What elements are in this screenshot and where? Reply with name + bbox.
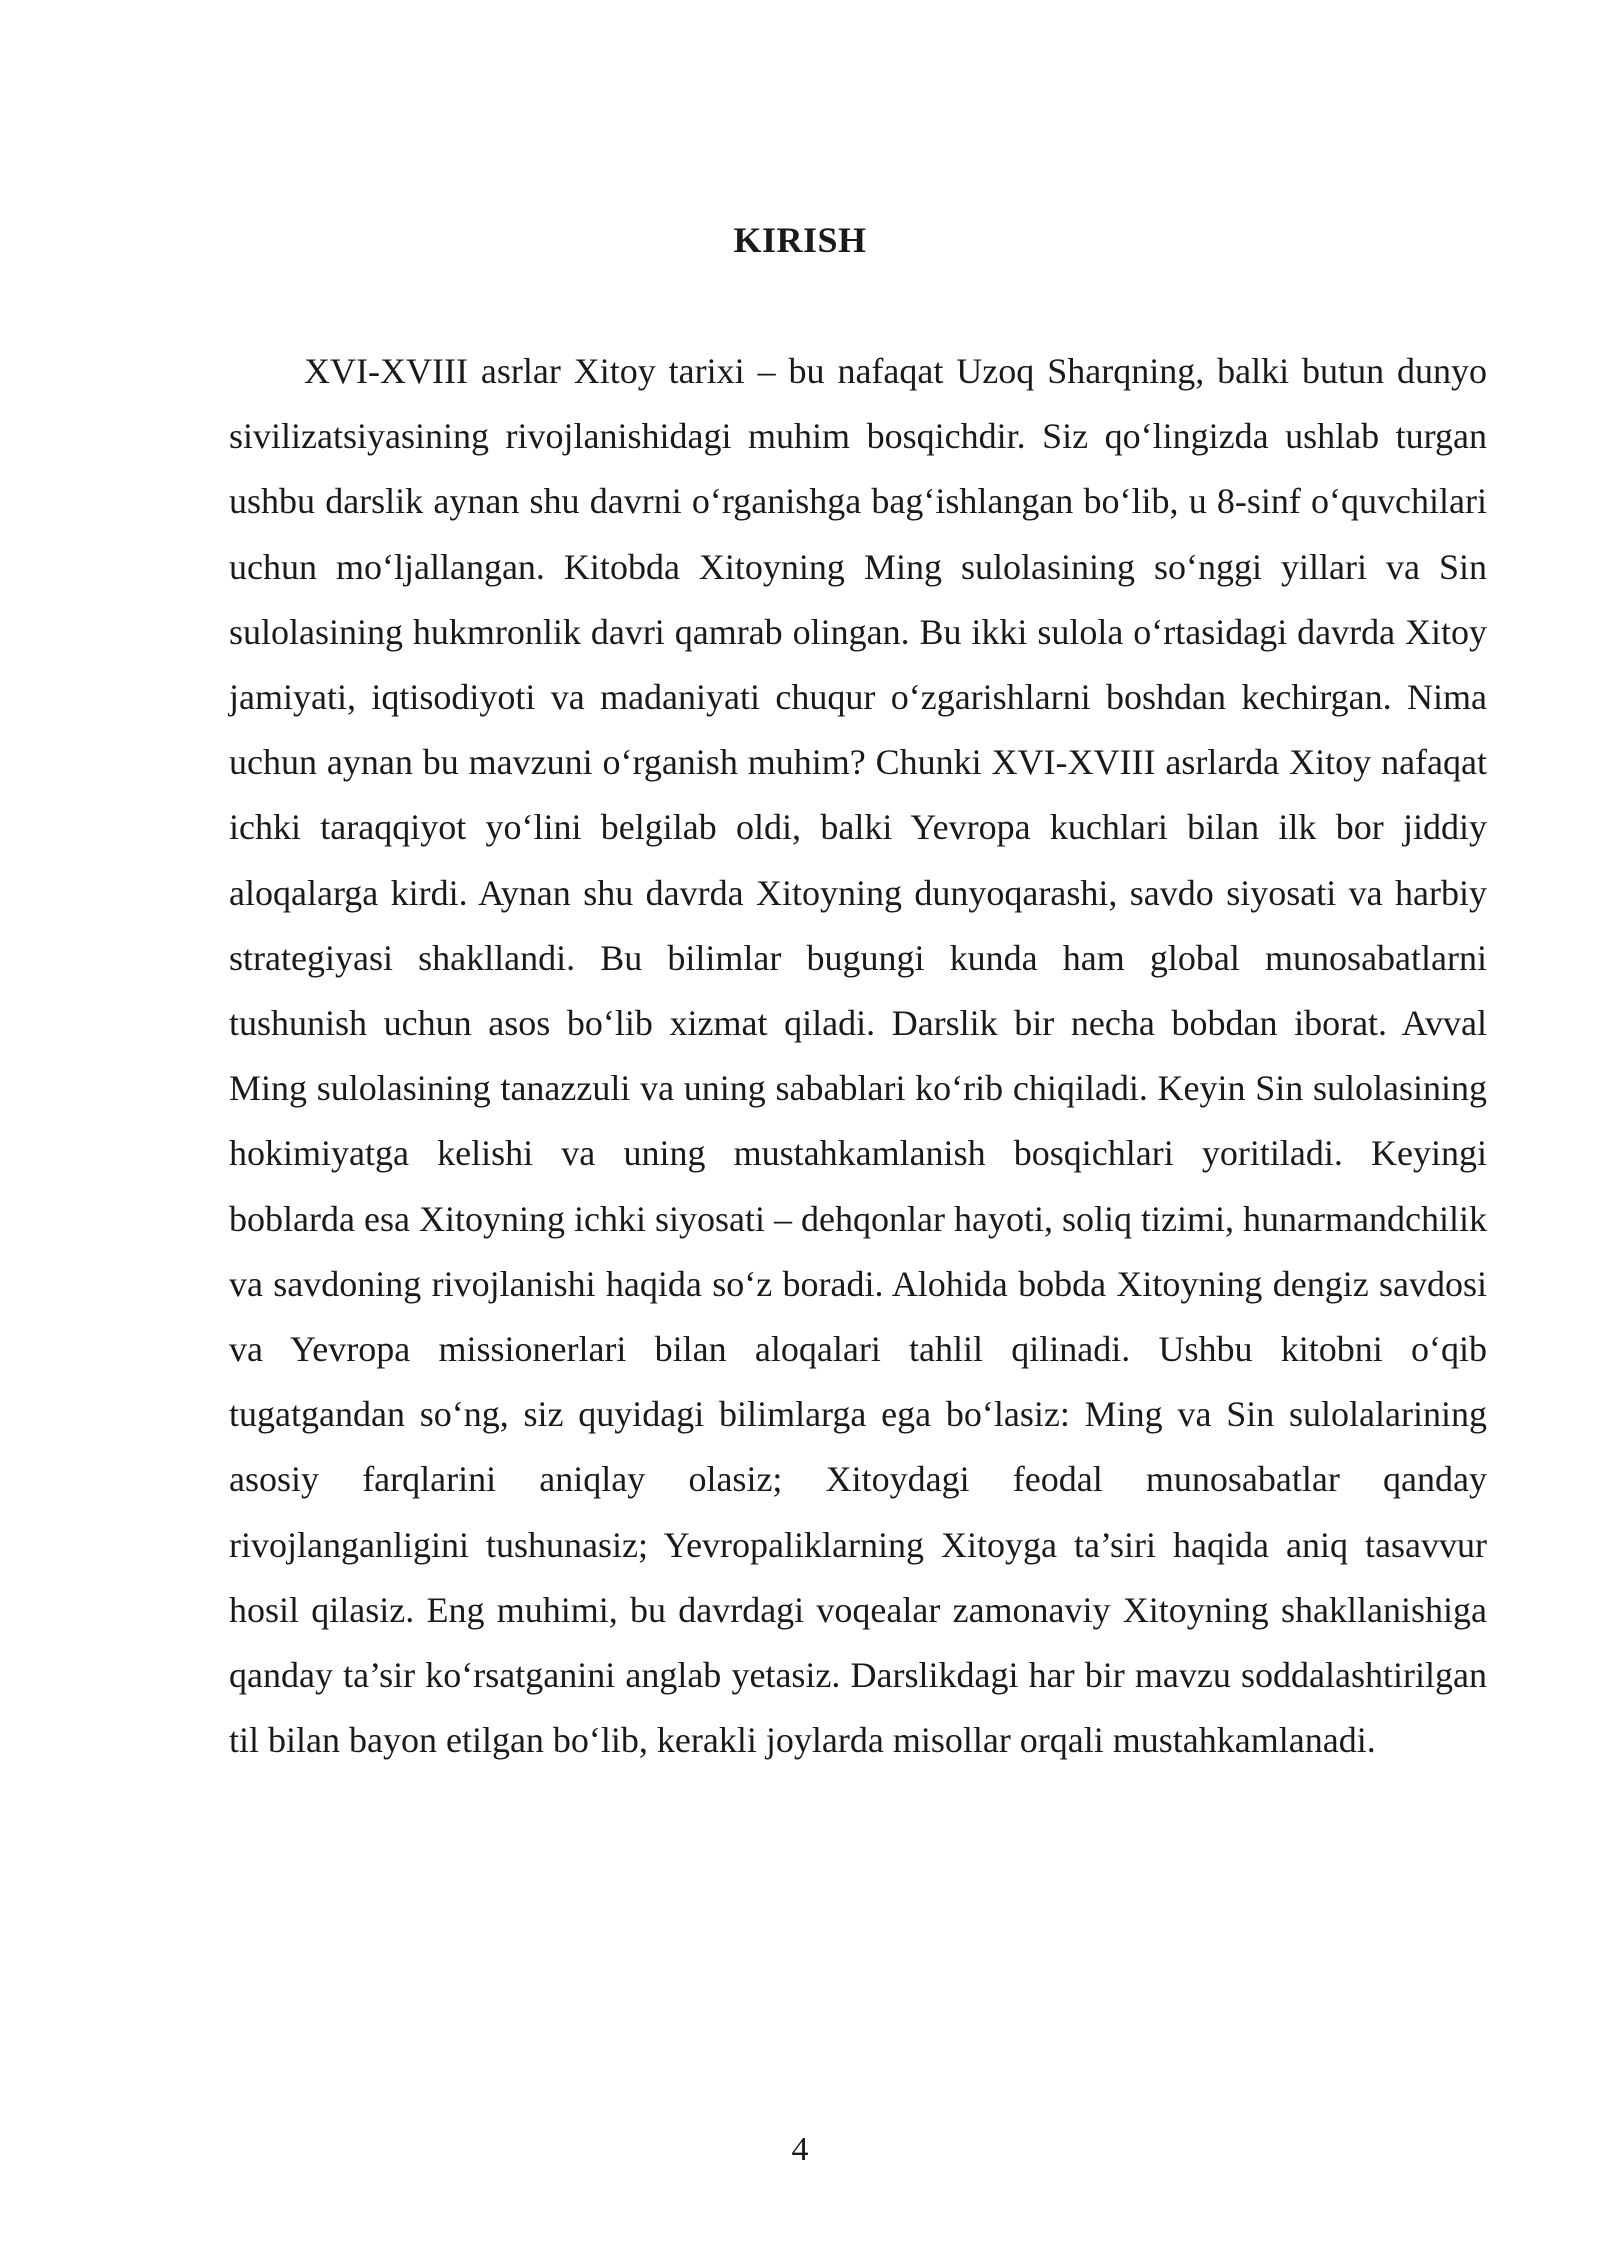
section-title: KIRISH — [733, 220, 867, 260]
body-paragraph: XVI-XVIII asrlar Xitoy tarixi – bu nafaqat Uzoq Sharqning, balki butun dunyo sivilizatsiyasining rivojlanishidagi muhim bosqichdir. Siz qo‘lingizda ushlab turgan ushbu darslik aynan shu davrni o‘rganishga bag‘ishlangan bo‘lib, u 8-sinf o‘quvchilari uchun mo‘ljallangan. Kitobda Xitoyning Ming sulolasining so‘nggi yillari va Sin sulolasining hukmronlik davri qamrab olingan. Bu ikki sulola o‘rtasidagi davrda Xitoy jamiyati, iqtisodiyoti va madaniyati chuqur o‘zgarishlarni boshdan kechirgan. Nima uchun aynan bu mavzuni o‘rganish muhim? Chunki XVI-XVIII asrlarda Xitoy nafaqat ichki taraqqiyot yo‘lini belgilab oldi, balki Yevropa kuchlari bilan ilk bor jiddiy aloqalarga kirdi. Aynan shu davrda Xitoyning dunyoqarashi, savdo siyosati va harbiy strategiyasi shakllandi. Bu bilimlar bugungi kunda ham global munosabatlarni tushunish uchun asos bo‘lib xizmat qiladi. Darslik bir necha bobdan iborat. Avval Ming sulolasining tanazzuli va uning sabablari ko‘rib chiqiladi. Keyin Sin sulolasining hokimiyatga kelishi va uning mustahkamlanish bosqichlari yoritiladi. Keyingi boblarda esa Xitoyning ichki siyosati – dehqonlar hayoti, soliq tizimi, hunarmandchilik va savdoning rivojlanishi haqida so‘z boradi. Alohida bobda Xitoyning dengiz savdosi va Yevropa missionerlari bilan aloqalari tahlil qilinadi. Ushbu kitobni o‘qib tugatgandan so‘ng, siz quyidagi bilimlarga ega bo‘lasiz: Ming va Sin sulolalarining asosiy farqlarini aniqlay olasiz; Xitoydagi feodal munosabatlar qanday rivojlanganligini tushunasiz; Yevropaliklarning Xitoyga ta’siri haqida aniq tasavvur hosil qilasiz. Eng muhimi, bu davrdagi voqealar zamonaviy Xitoyning shakllanishiga qanday ta’sir ko‘rsatganini anglab yetasiz. Darslikdagi har bir mavzu soddalashtirilgan til bilan bayon etilgan bo‘lib, kerakli joylarda misollar orqali mustahkamlanadi. — [229, 351, 1487, 1761]
page-number: 4 — [791, 2131, 809, 2168]
